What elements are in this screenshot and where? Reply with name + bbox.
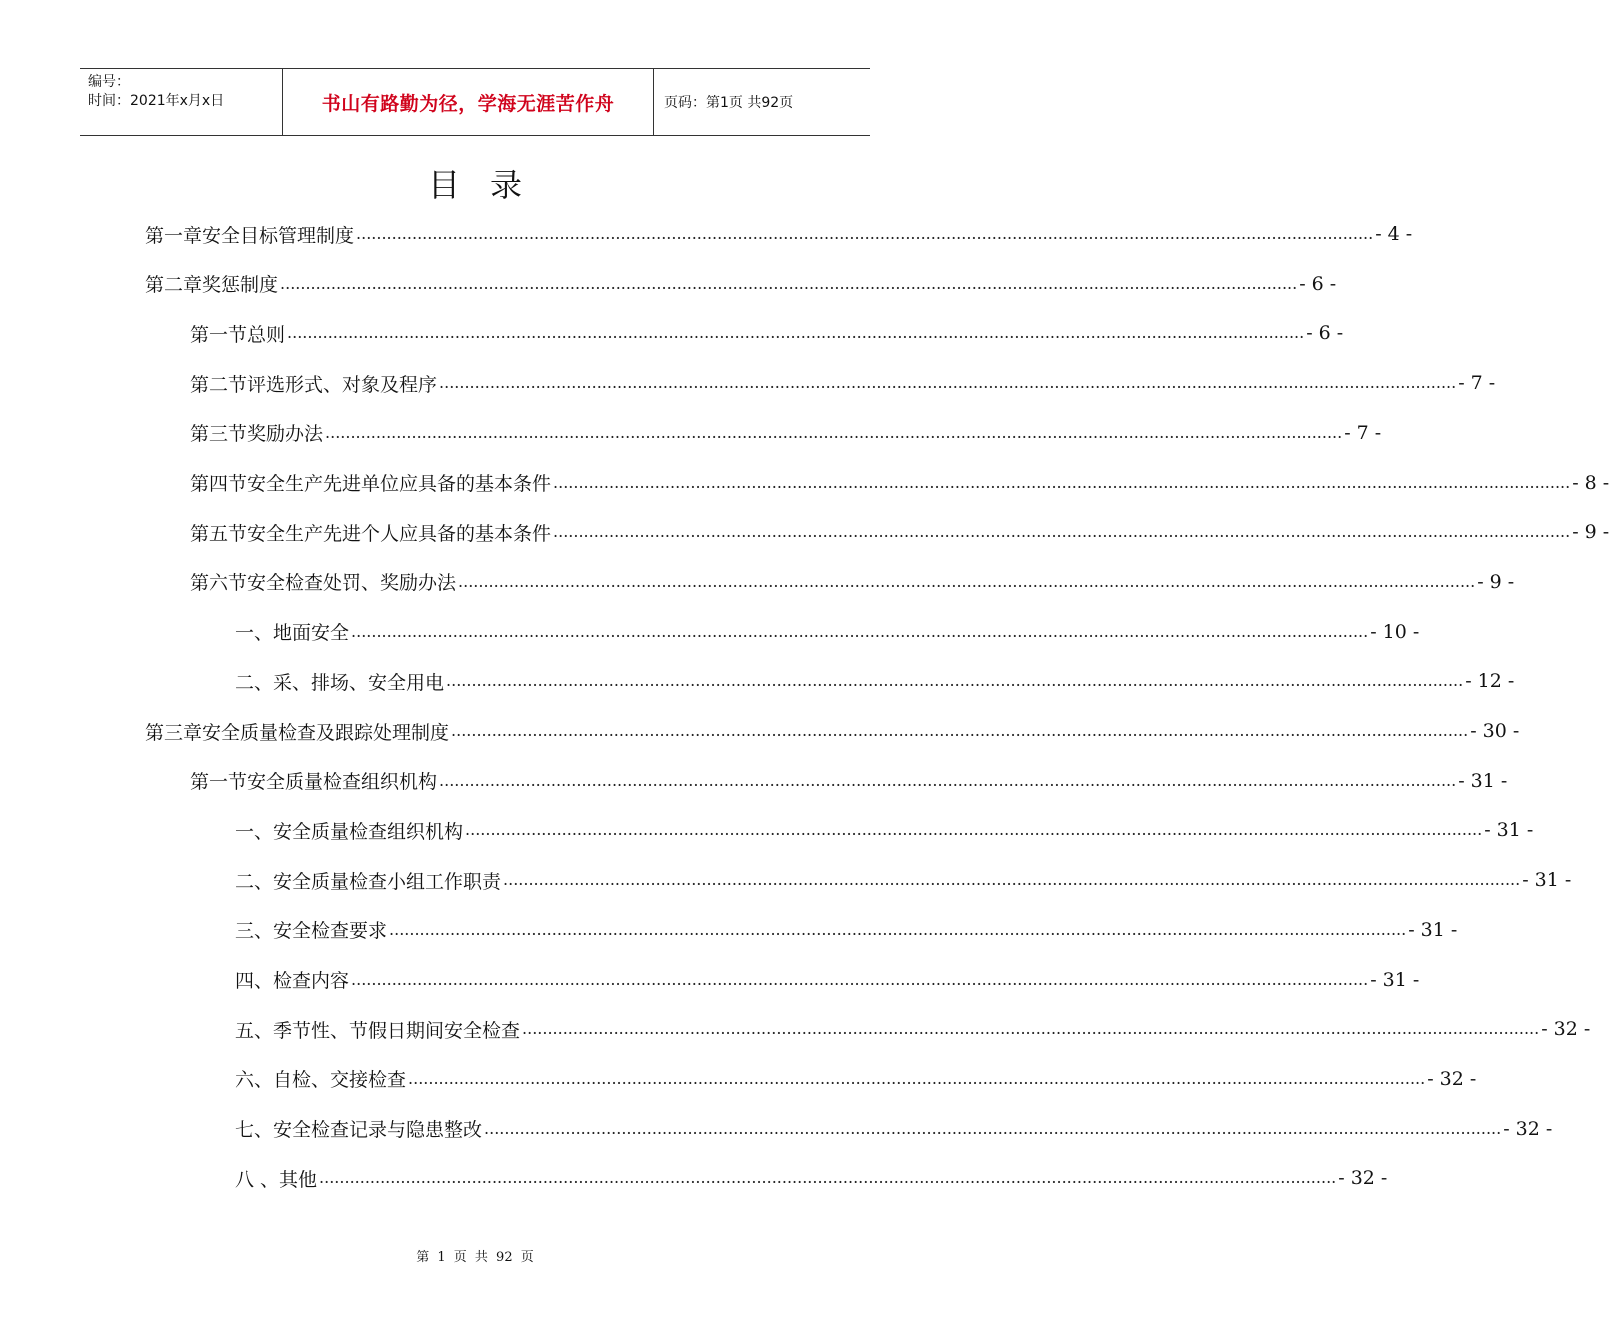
toc-entry-page: - 6 - — [1299, 272, 1337, 295]
toc-entry[interactable] — [235, 656, 1515, 706]
toc-entry[interactable] — [145, 209, 1413, 259]
toc-entry[interactable] — [235, 1153, 1388, 1203]
toc-entry-page: - 31 - — [1484, 819, 1534, 842]
toc-entry-number: 第三章 — [145, 721, 203, 744]
toc-entry-number: 第四节 — [190, 473, 248, 495]
toc-entry-page: - 31 - — [1408, 918, 1458, 941]
toc-entry-page: - 6 - — [1306, 322, 1344, 345]
page-footer: 第 1 页 共 92 页 — [416, 1250, 534, 1265]
toc-entry[interactable] — [235, 905, 1458, 955]
header-number-label: 编号： — [88, 74, 130, 90]
toc-entry[interactable] — [235, 805, 1534, 855]
toc-entry[interactable] — [235, 607, 1420, 657]
toc-entry-leader-dots: ........................................................................................................................................................................................................ — [451, 721, 1469, 740]
toc-entry[interactable] — [190, 557, 1515, 607]
toc-title: 目录 — [427, 166, 552, 204]
toc-entry-text: 一、地面安全 — [235, 622, 350, 645]
toc-entry-text: 二、采、排场、安全用电 — [235, 671, 445, 694]
toc-entry-leader-dots: ........................................................................................................................................................................................................ — [287, 323, 1305, 343]
toc-entry-page: - 8 - — [1572, 471, 1609, 494]
toc-entry-text: 六、自检、交接检查 — [235, 1069, 407, 1092]
toc-entry[interactable] — [235, 1004, 1591, 1054]
toc-entry-leader-dots: ........................................................................................................................................................................................................ — [553, 522, 1571, 542]
toc-entry[interactable] — [235, 1104, 1553, 1154]
toc-entry[interactable] — [190, 408, 1382, 458]
toc-entry[interactable] — [235, 855, 1572, 905]
toc-entry-text: 四、检查内容 — [235, 970, 350, 992]
toc-entry[interactable] — [190, 458, 1609, 508]
toc-entry[interactable] — [190, 507, 1609, 557]
toc-entry-number: 第一节 — [190, 771, 248, 794]
toc-entry-leader-dots: ........................................................................................................................................................................................................ — [458, 571, 1476, 591]
toc-entry-page: - 7 - — [1344, 421, 1382, 444]
header-time-label: 时间：2021年x月x日 — [88, 93, 225, 109]
toc-entry-leader-dots: ........................................................................................................................................................................................................ — [280, 273, 1298, 293]
toc-entry[interactable] — [190, 358, 1496, 408]
toc-entry-leader-dots: ........................................................................................................................................................................................................ — [484, 1118, 1502, 1138]
toc-entry-number: 第一节 — [190, 323, 248, 346]
toc-entry-text: 二、安全质量检查小组工作职责 — [235, 870, 502, 893]
page-header — [80, 68, 870, 136]
toc-entry-leader-dots: ........................................................................................................................................................................................................ — [465, 820, 1483, 840]
toc-entry-text: 评选形式、对象及程序 — [247, 373, 438, 396]
toc-entry-text: 八 、其他 — [235, 1168, 318, 1191]
toc-entry[interactable] — [145, 706, 1520, 756]
toc-entry-number: 第五节 — [190, 522, 248, 545]
toc-entry-number: 第一章 — [145, 224, 203, 247]
toc-entry-text: 奖励办法 — [247, 423, 324, 446]
toc-entry-page: - 32 - — [1503, 1117, 1553, 1140]
toc-entry-leader-dots: ........................................................................................................................................................................................................ — [351, 621, 1369, 641]
toc-entry-text: 安全质量检查及跟踪处理制度 — [202, 721, 450, 744]
toc-entry-page: - 31 - — [1458, 769, 1508, 792]
toc-entry-number: 第三节 — [190, 423, 248, 446]
header-motto: 书山有路勤为径，学海无涯苦作舟 — [282, 69, 654, 135]
toc-entry[interactable] — [235, 955, 1420, 1005]
toc-entry-text: 安全目标管理制度 — [202, 224, 355, 247]
toc-entry-text: 三、安全检查要求 — [235, 920, 388, 943]
toc-entry-page: - 32 - — [1338, 1167, 1388, 1190]
toc-entry-text: 安全质量检查组织机构 — [247, 771, 438, 794]
toc-entry-text: 安全检查处罚、奖励办法 — [247, 572, 457, 595]
toc-entry-page: - 9 - — [1572, 521, 1609, 544]
toc-entry-text: 安全生产先进个人应具备的基本条件 — [247, 522, 552, 545]
toc-entry-page: - 31 - — [1522, 869, 1572, 892]
toc-entry[interactable] — [235, 1054, 1477, 1104]
toc-entry-leader-dots: ........................................................................................................................................................................................................ — [389, 919, 1407, 939]
toc-entry-page: - 31 - — [1370, 968, 1420, 991]
toc-entry-text: 七、安全检查记录与隐患整改 — [235, 1119, 483, 1142]
toc-entry-page: - 12 - — [1465, 670, 1515, 693]
toc-entry-page: - 7 - — [1458, 372, 1496, 395]
toc-entry-leader-dots: ........................................................................................................................................................................................................ — [319, 1168, 1337, 1188]
toc-entry-text: 奖惩制度 — [202, 274, 279, 297]
header-meta — [80, 69, 282, 135]
header-page-info: 页码：第1页 共92页 — [664, 95, 794, 111]
toc-entry-text: 安全生产先进单位应具备的基本条件 — [247, 473, 552, 495]
toc-entry[interactable] — [145, 259, 1337, 309]
toc-entry-number: 第二节 — [190, 373, 248, 396]
toc-entry-page: - 10 - — [1370, 620, 1420, 643]
toc-entry-leader-dots: ........................................................................................................................................................................................................ — [553, 472, 1571, 492]
toc-entry-page: - 9 - — [1477, 570, 1515, 593]
toc-entry-text: 总则 — [247, 323, 286, 346]
toc-entry-number: 第二章 — [145, 274, 203, 297]
toc-entry-page: - 4 - — [1375, 223, 1413, 245]
toc-entry[interactable] — [190, 756, 1508, 806]
toc-entry-leader-dots: ........................................................................................................................................................................................................ — [522, 1019, 1540, 1039]
toc-entry-text: 一、安全质量检查组织机构 — [235, 820, 464, 843]
toc-entry-leader-dots: ........................................................................................................................................................................................................ — [356, 224, 1374, 243]
toc-entry-leader-dots: ........................................................................................................................................................................................................ — [439, 373, 1457, 393]
toc-entry-leader-dots: ........................................................................................................................................................................................................ — [439, 770, 1457, 790]
toc-entry-page: - 32 - — [1427, 1067, 1477, 1090]
toc-entry-leader-dots: ........................................................................................................................................................................................................ — [351, 969, 1369, 989]
toc-entry-leader-dots: ........................................................................................................................................................................................................ — [408, 1068, 1426, 1088]
toc-entry[interactable] — [190, 308, 1344, 358]
toc-entry-text: 五、季节性、节假日期间安全检查 — [235, 1019, 521, 1042]
toc-entry-number: 第六节 — [190, 572, 248, 595]
toc-entry-page: - 32 - — [1541, 1018, 1591, 1041]
toc-entry-leader-dots: ........................................................................................................................................................................................................ — [503, 870, 1521, 890]
toc-entry-page: - 30 - — [1470, 720, 1520, 742]
toc-entry-leader-dots: ........................................................................................................................................................................................................ — [325, 422, 1343, 442]
toc-entry-leader-dots: ........................................................................................................................................................................................................ — [446, 671, 1464, 691]
